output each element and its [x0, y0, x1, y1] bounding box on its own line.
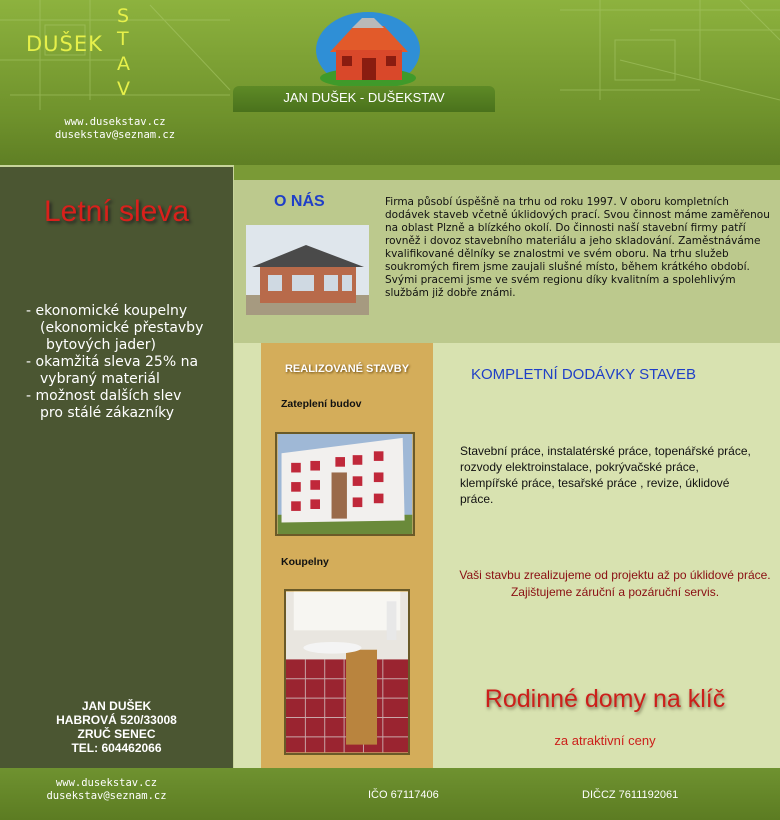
logo-letter-s: S	[117, 5, 130, 27]
project-caption: Koupelny	[281, 556, 329, 568]
contact-street: HABROVÁ 520/33008	[56, 713, 177, 727]
contact-name: JAN DUŠEK	[81, 699, 152, 713]
house-logo-icon	[312, 6, 424, 90]
contact-block	[0, 699, 233, 755]
services-heading: KOMPLETNÍ DODÁVKY STAVEB	[471, 366, 697, 383]
promo-item: (ekonomické přestavby	[40, 320, 204, 336]
realization-text: Vaši stavbu zrealizujeme od projektu až po úklidové práce. Zajištujeme záruční a pozáruční servis.	[459, 568, 771, 599]
footer-website-link[interactable]: www.dusekstav.cz	[55, 777, 158, 789]
logo-word: DUŠEK	[26, 32, 103, 56]
header-website-link[interactable]: www.dusekstav.cz	[64, 116, 166, 128]
site-title: JAN DUŠEK - DUŠEKSTAV	[283, 90, 445, 105]
footer-dic: DIČCZ 7611192061	[582, 789, 679, 801]
logo-letter-a: A	[117, 53, 130, 75]
promo-item: vybraný materiál	[40, 371, 160, 387]
contact-phone: TEL: 604462066	[71, 741, 162, 755]
projects-heading: REALIZOVANÉ STAVBY	[284, 363, 410, 375]
footer-email-link[interactable]: dusekstav@seznam.cz	[46, 790, 167, 802]
promo-item: bytových jader)	[46, 337, 157, 353]
header-email-link[interactable]: dusekstav@seznam.cz	[54, 129, 176, 141]
promo-title: Letní sleva	[43, 195, 190, 228]
turnkey-subline: za atraktivní ceny	[554, 733, 656, 748]
promo-item: - ekonomické koupelny	[26, 303, 188, 319]
logo-letter-t: T	[117, 28, 129, 50]
building-photo[interactable]	[275, 432, 415, 536]
footer-ico: IČO 67117406	[368, 789, 439, 801]
about-text: Firma působí úspěšně na trhu od roku 1997. V oboru kompletních dodávek staveb včetně úklidových prací. Svou činnost máme zaměřenou na oblast Plzně a blízkého okolí. Do činnosti naší stavební firmy patří rovněž i dovoz stavebního materiálu a jeho skladování. Zaměstnáváme kvalifikované dělníky se znalostmi ve svém oboru. Na trhu služeb soukromých firem jsme zaujali slušné místo, během krátkého období. Svými pracemi jsme ve svém regionu díky kvalitním a spolehlivým službám již dobře známi.	[385, 196, 770, 299]
turnkey-headline: Rodinné domy na klíč	[484, 685, 726, 713]
about-heading: O NÁS	[274, 193, 325, 210]
promo-item: - možnost dalších slev	[26, 388, 182, 404]
footer-contact-links	[0, 777, 213, 803]
bathroom-photo[interactable]	[284, 589, 410, 755]
promo-list	[26, 303, 226, 422]
contact-city: ZRUČ SENEC	[77, 727, 156, 741]
logo-letter-v: V	[117, 78, 130, 100]
house-photo	[246, 225, 369, 315]
promo-sidebar	[0, 165, 234, 770]
promo-item: - okamžitá sleva 25% na	[26, 354, 199, 370]
header-contact-links	[0, 116, 230, 142]
services-text: Stavební práce, instalatérské práce, topenářské práce, rozvody elektroinstalace, pokrývačské práce, klempířské práce, tesařské práce , revize, úklidové práce.	[460, 444, 751, 506]
promo-item: pro stálé zákazníky	[40, 405, 175, 421]
project-caption: Zateplení budov	[281, 398, 362, 410]
